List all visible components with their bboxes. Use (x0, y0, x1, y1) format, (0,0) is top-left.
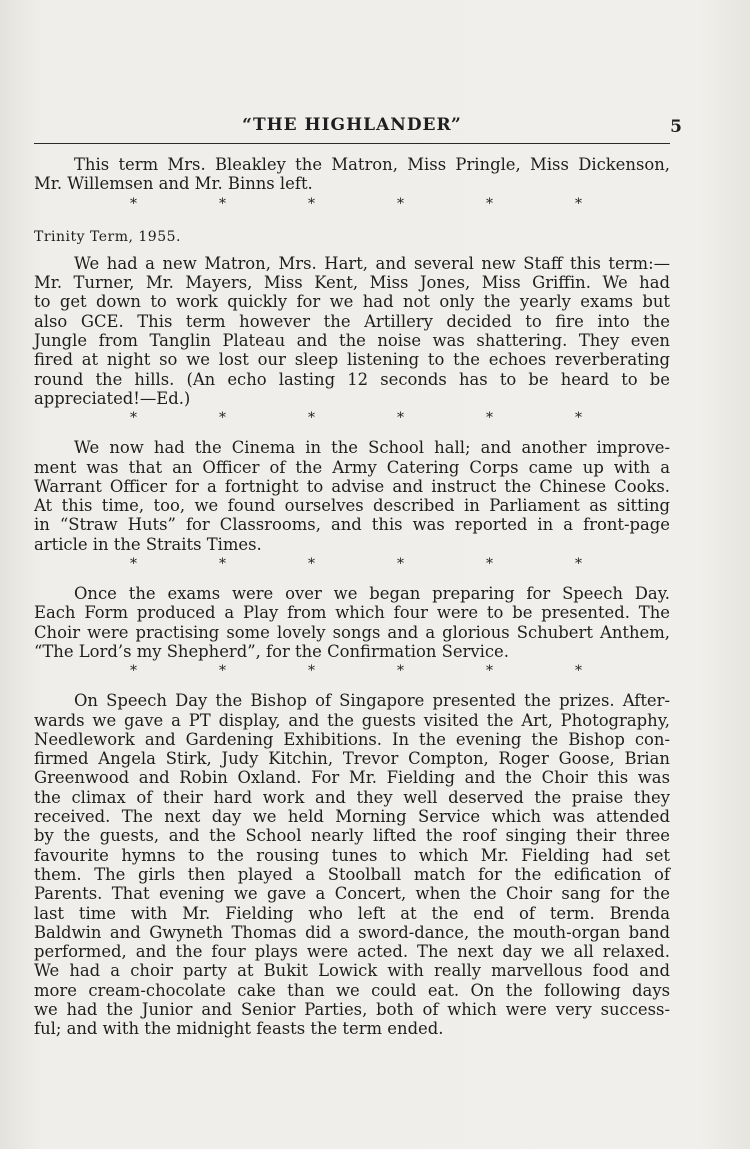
text-line: appreciated!—Ed.) (34, 388, 191, 408)
separator-star: * (397, 410, 404, 427)
text-line: We had a new Matron, Mrs. Hart, and several new Staff this term:— (74, 253, 670, 273)
running-title: “THE HIGHLANDER” (242, 115, 462, 135)
separator-star: * (219, 195, 226, 212)
page-number: 5 (670, 117, 682, 137)
text-line: Choir were practising some lovely songs and a glorious Schubert Anthem, (34, 622, 670, 642)
section-separator (130, 554, 582, 584)
text-line: by the guests, and the School nearly lifted the roof singing their three (34, 826, 670, 846)
text-line: Needlework and Gardening Exhibitions. In the evening the Bishop con- (34, 729, 670, 749)
text-line: Mr. Turner, Mr. Mayers, Miss Kent, Miss Jones, Miss Griffin. We had (34, 273, 670, 293)
paragraph-speech-day (34, 691, 670, 1038)
text-line: article in the Straits Times. (34, 534, 262, 554)
separator-star: * (575, 410, 582, 427)
text-line: ment was that an Officer of the Army Catering Corps came up with a (34, 457, 670, 477)
text-line: Once the exams were over we began preparing for Speech Day. (74, 584, 670, 604)
text-line: Warrant Officer for a fortnight to advise and instruct the Chinese Cooks. (34, 476, 670, 496)
text-line: Mr. Willemsen and Mr. Binns left. (34, 174, 313, 194)
text-line: Each Form produced a Play from which four were to be presented. The (34, 603, 670, 623)
separator-star: * (308, 663, 315, 680)
text-line: more cream-chocolate cake than we could eat. On the following days (34, 980, 670, 1000)
separator-star: * (308, 195, 315, 212)
separator-star: * (397, 663, 404, 680)
separator-star: * (397, 556, 404, 573)
separator-star: * (486, 195, 493, 212)
text-line: ful; and with the midnight feasts the term ended. (34, 1019, 444, 1039)
separator-star: * (575, 663, 582, 680)
separator-star: * (130, 663, 137, 680)
separator-star: * (130, 195, 137, 212)
text-line: to get down to work quickly for we had not only the yearly exams but (34, 292, 670, 312)
separator-star: * (130, 410, 137, 427)
text-line: Greenwood and Robin Oxland. For Mr. Fielding and the Choir this was (34, 768, 670, 788)
text-line: favourite hymns to the rousing tunes to which Mr. Fielding had set (34, 845, 670, 865)
text-line: Jungle from Tanglin Plateau and the noise was shattering. They even (34, 331, 670, 351)
text-line: We now had the Cinema in the School hall; and another improve- (74, 438, 670, 458)
text-line: “The Lord’s my Shepherd”, for the Confirmation Service. (34, 641, 509, 661)
separator-star: * (397, 195, 404, 212)
text-line: firmed Angela Stirk, Judy Kitchin, Trevor Compton, Roger Goose, Brian (34, 749, 670, 769)
section-separator (130, 194, 582, 224)
header-rule (34, 143, 670, 144)
text-line: in “Straw Huts” for Classrooms, and this was reported in a front-page (34, 515, 670, 535)
separator-star: * (486, 663, 493, 680)
text-line: fired at night so we lost our sleep listening to the echoes reverberating (34, 350, 670, 370)
separator-star: * (130, 556, 137, 573)
text-line: At this time, too, we found ourselves described in Parliament as sitting (34, 496, 670, 516)
text-line: received. The next day we held Morning Service which was attended (34, 807, 670, 827)
text-line: performed, and the four plays were acted. The next day we all relaxed. (34, 942, 670, 962)
separator-star: * (308, 410, 315, 427)
text-line: them. The girls then played a Stoolball match for the edification of (34, 864, 670, 884)
text-line: wards we gave a PT display, and the guests visited the Art, Photography, (34, 710, 670, 730)
article-body (34, 155, 670, 1039)
text-line: the climax of their hard work and they well deserved the praise they (34, 787, 670, 807)
separator-star: * (219, 663, 226, 680)
text-line: round the hills. (An echo lasting 12 seconds has to be heard to be (34, 369, 670, 389)
text-line: This term Mrs. Bleakley the Matron, Miss Pringle, Miss Dickenson, (74, 155, 670, 174)
text-line: Baldwin and Gwyneth Thomas did a sword-dance, the mouth-organ band (34, 922, 670, 942)
section-separator (130, 661, 582, 691)
section-heading: Trinity Term, 1955. (34, 228, 181, 245)
separator-star: * (486, 410, 493, 427)
section-separator (130, 408, 582, 438)
text-line: Parents. That evening we gave a Concert, when the Choir sang for the (34, 884, 670, 904)
paragraph-staff-leaving (34, 155, 670, 194)
text-line: last time with Mr. Fielding who left at the end of term. Brenda (34, 903, 670, 923)
separator-star: * (575, 556, 582, 573)
separator-star: * (308, 556, 315, 573)
text-line: we had the Junior and Senior Parties, both of which were very success- (34, 999, 670, 1019)
separator-star: * (219, 410, 226, 427)
text-line: On Speech Day the Bishop of Singapore presented the prizes. After- (74, 691, 670, 711)
paragraph-cinema (34, 438, 670, 554)
separator-star: * (219, 556, 226, 573)
paragraph-speech-day-prep (34, 584, 670, 661)
running-head (34, 115, 682, 139)
paragraph-new-staff (34, 254, 670, 408)
text-line: also GCE. This term however the Artillery decided to fire into the (34, 311, 670, 331)
text-line: We had a choir party at Bukit Lowick with really marvellous food and (34, 961, 670, 981)
separator-star: * (575, 195, 582, 212)
separator-star: * (486, 556, 493, 573)
